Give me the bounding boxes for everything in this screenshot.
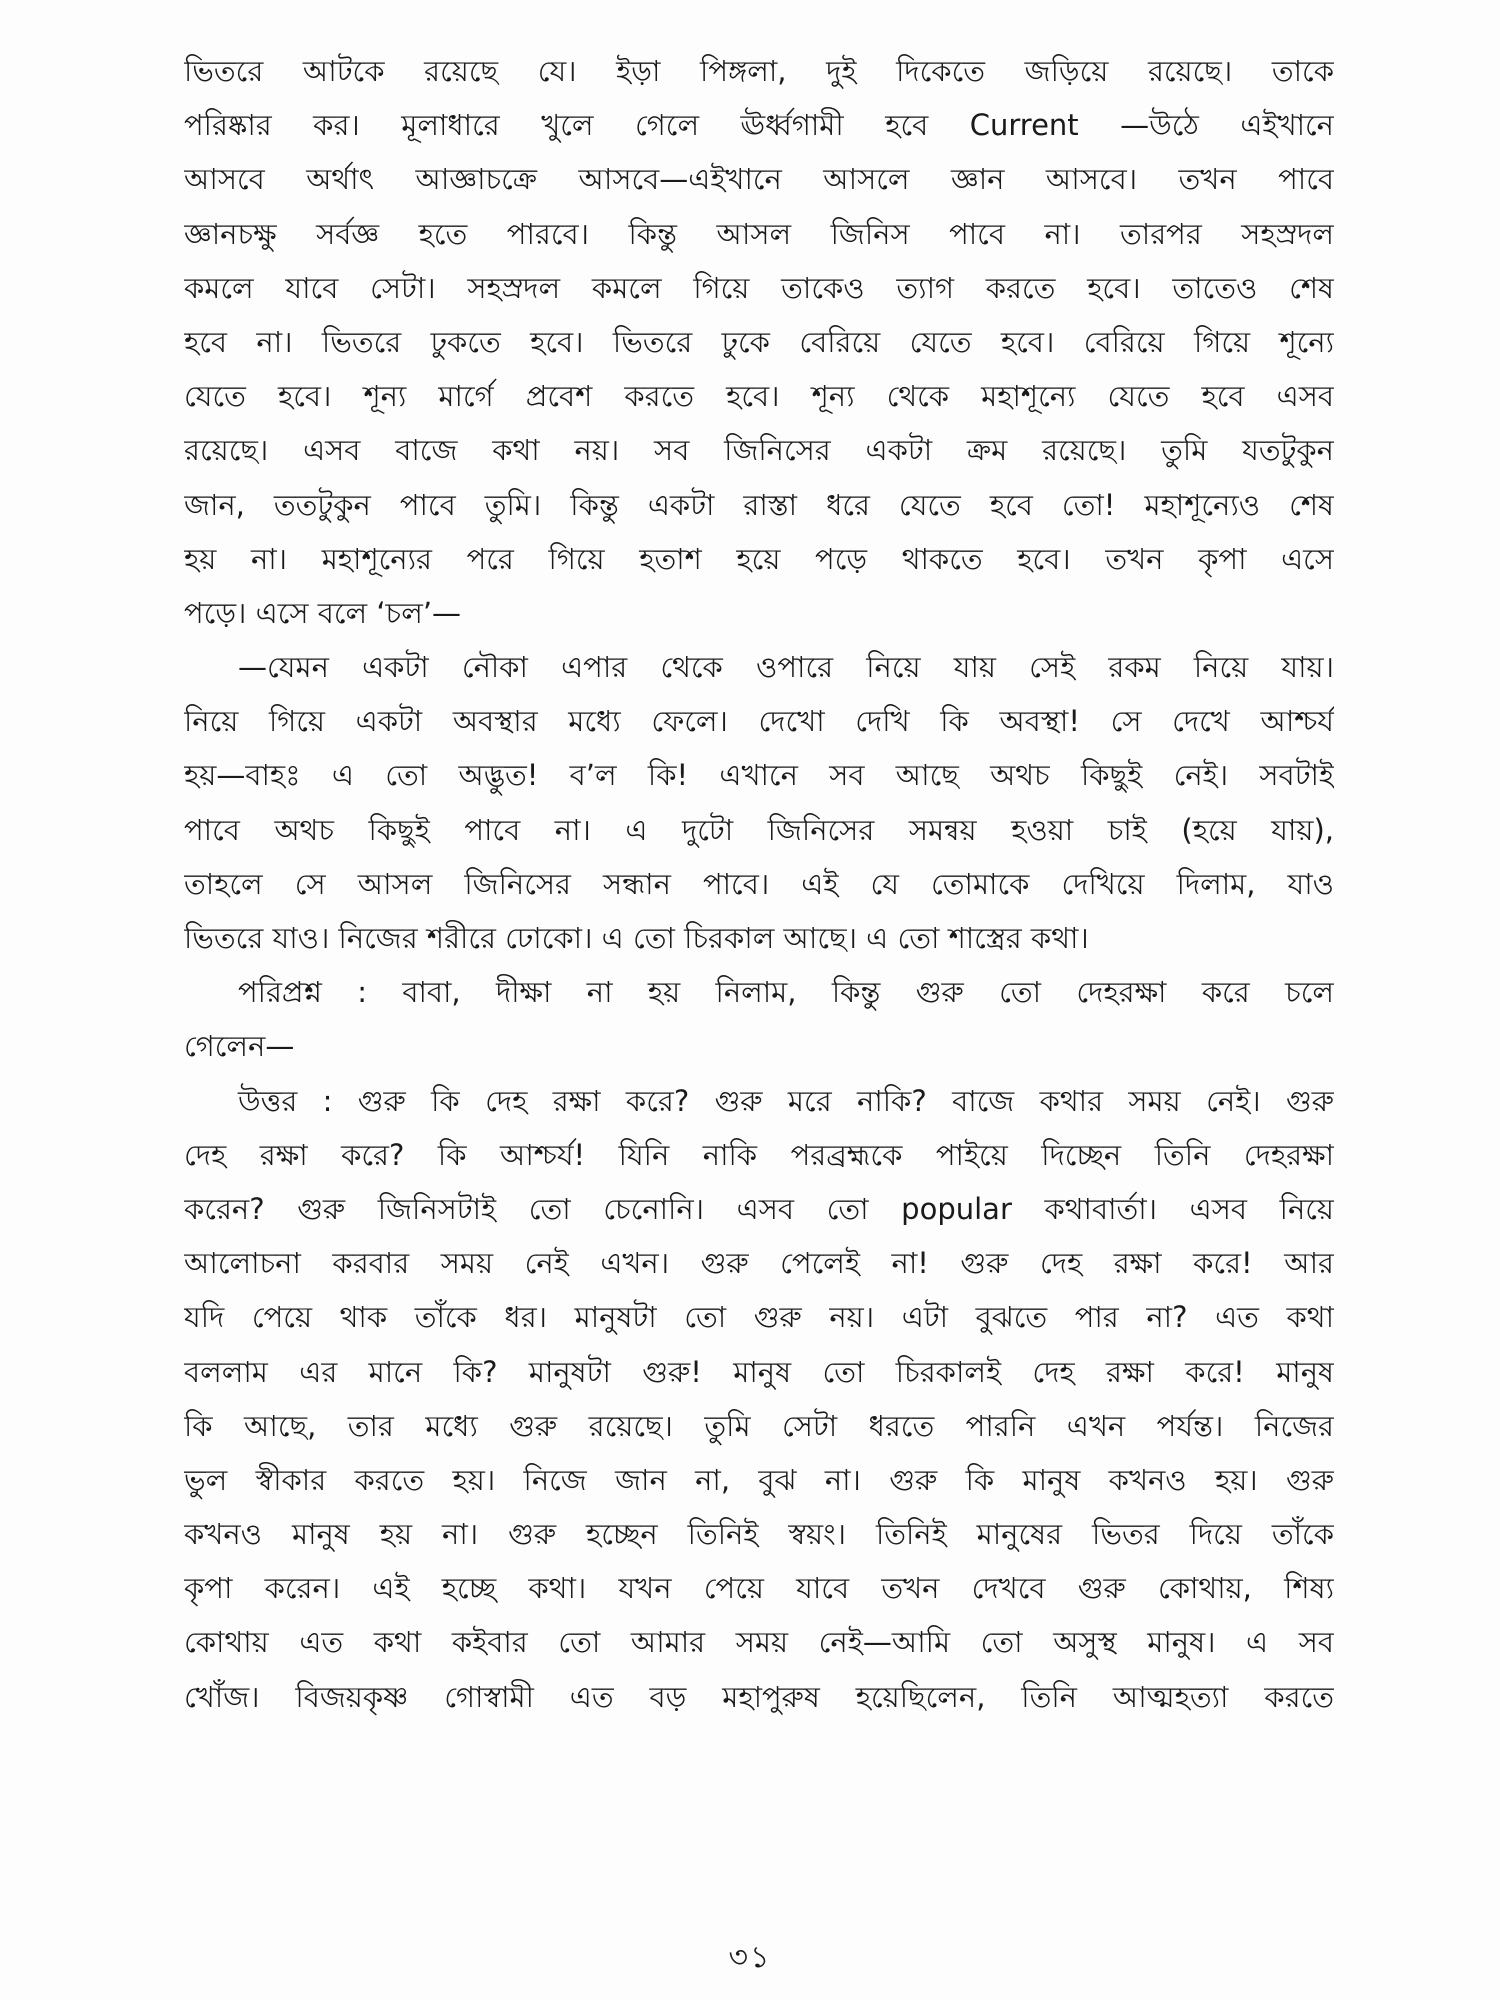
text-line: জ্ঞানচক্ষু সর্বজ্ঞ হতে পারবে। কিন্তু আসল জিনিস পাবে না। তারপর সহস্রদল	[184, 216, 1334, 251]
text-line: কমলে যাবে সেটা। সহস্রদল কমলে গিয়ে তাকেও ত্যাগ করতে হবে। তাতেও শেষ	[184, 270, 1334, 305]
text-line: খোঁজ। বিজয়কৃষ্ণ গোস্বামী এত বড় মহাপুরুষ হয়েছিলেন, তিনি আত্মহত্যা করতে	[184, 1679, 1334, 1714]
text-line: ভিতরে আটকে রয়েছে যে। ইড়া পিঙ্গলা, দুই দিকেতে জড়িয়ে রয়েছে। তাকে	[184, 54, 1334, 88]
text-line: হবে না। ভিতরে ঢুকতে হবে। ভিতরে ঢুকে বেরিয়ে যেতে হবে। বেরিয়ে গিয়ে শূন্যে	[184, 324, 1334, 359]
text-line: আসবে অর্থাৎ আজ্ঞাচক্রে আসবে—এইখানে আসলে জ্ঞান আসবে। তখন পাবে	[184, 162, 1334, 197]
text-line: কখনও মানুষ হয় না। গুরু হচ্ছেন তিনিই স্বয়ং। তিনিই মানুষের ভিতর দিয়ে তাঁকে	[184, 1517, 1334, 1552]
text-line: আলোচনা করবার সময় নেই এখন। গুরু পেলেই না! গুরু দেহ রক্ষা করে! আর	[184, 1246, 1334, 1281]
answer-line: উত্তর : গুরু কি দেহ রক্ষা করে? গুরু মরে নাকি? বাজে কথার সময় নেই। গুরু	[238, 1083, 1334, 1118]
text-line: কৃপা করেন। এই হচ্ছে কথা। যখন পেয়ে যাবে তখন দেখবে গুরু কোথায়, শিষ্য	[184, 1571, 1334, 1606]
text-line: রয়েছে। এসব বাজে কথা নয়। সব জিনিসের একটা ক্রম রয়েছে। তুমি যতটুকুন	[184, 433, 1334, 468]
body-text	[184, 44, 1334, 1724]
page-number: ৩১	[728, 1940, 772, 1975]
text-line: করেন? গুরু জিনিসটাই তো চেনোনি। এসব তো popular কথাবার্তা। এসব নিয়ে	[184, 1191, 1334, 1226]
text-line: কি আছে, তার মধ্যে গুরু রয়েছে। তুমি সেটা ধরতে পারনি এখন পর্যন্ত। নিজের	[184, 1408, 1334, 1443]
text-line: দেহ রক্ষা করে? কি আশ্চর্য! যিনি নাকি পরব্রহ্মকে পাইয়ে দিচ্ছেন তিনি দেহরক্ষা	[184, 1137, 1334, 1172]
text-line: ভিতরে যাও। নিজের শরীরে ঢোকো। এ তো চিরকাল আছে। এ তো শাস্ত্রের কথা।	[184, 921, 1089, 955]
text-line: যদি পেয়ে থাক তাঁকে ধর। মানুষটা তো গুরু নয়। এটা বুঝতে পার না? এত কথা	[184, 1300, 1334, 1335]
text-line: পড়ে। এসে বলে ‘চল’—	[184, 595, 462, 630]
question-line: পরিপ্রশ্ন : বাবা, দীক্ষা না হয় নিলাম, কিন্তু গুরু তো দেহরক্ষা করে চলে	[238, 975, 1334, 1010]
text-line: হয়—বাহঃ এ তো অদ্ভুত! ব’ল কি! এখানে সব আছে অথচ কিছুই নেই। সবটাই	[184, 758, 1334, 793]
text-line: পরিষ্কার কর। মূলাধারে খুলে গেলে ঊর্ধ্বগামী হবে Current —উঠে এইখানে	[184, 108, 1334, 143]
question-line: গেলেন—	[184, 1029, 295, 1064]
text-line: তাহলে সে আসল জিনিসের সন্ধান পাবে। এই যে তোমাকে দেখিয়ে দিলাম, যাও	[184, 866, 1334, 901]
text-line: ভুল স্বীকার করতে হয়। নিজে জান না, বুঝ না। গুরু কি মানুষ কখনও হয়। গুরু	[184, 1462, 1334, 1497]
text-line: —যেমন একটা নৌকা এপার থেকে ওপারে নিয়ে যায় সেই রকম নিয়ে যায়।	[238, 650, 1334, 685]
text-line: যেতে হবে। শূন্য মার্গে প্রবেশ করতে হবে। শূন্য থেকে মহাশূন্যে যেতে হবে এসব	[184, 379, 1334, 414]
text-line: হয় না। মহাশূন্যের পরে গিয়ে হতাশ হয়ে পড়ে থাকতে হবে। তখন কৃপা এসে	[184, 541, 1334, 576]
text-line: কোথায় এত কথা কইবার তো আমার সময় নেই—আমি তো অসুস্থ মানুষ। এ সব	[184, 1625, 1334, 1660]
text-line: বললাম এর মানে কি? মানুষটা গুরু! মানুষ তো চিরকালই দেহ রক্ষা করে! মানুষ	[184, 1354, 1334, 1389]
text-line: পাবে অথচ কিছুই পাবে না। এ দুটো জিনিসের সমন্বয় হওয়া চাই (হয়ে যায়),	[184, 812, 1334, 847]
text-line: জান, ততটুকুন পাবে তুমি। কিন্তু একটা রাস্তা ধরে যেতে হবে তো! মহাশূন্যেও শেষ	[184, 487, 1334, 522]
text-line: নিয়ে গিয়ে একটা অবস্থার মধ্যে ফেলে। দেখো দেখি কি অবস্থা! সে দেখে আশ্চর্য	[184, 704, 1334, 739]
